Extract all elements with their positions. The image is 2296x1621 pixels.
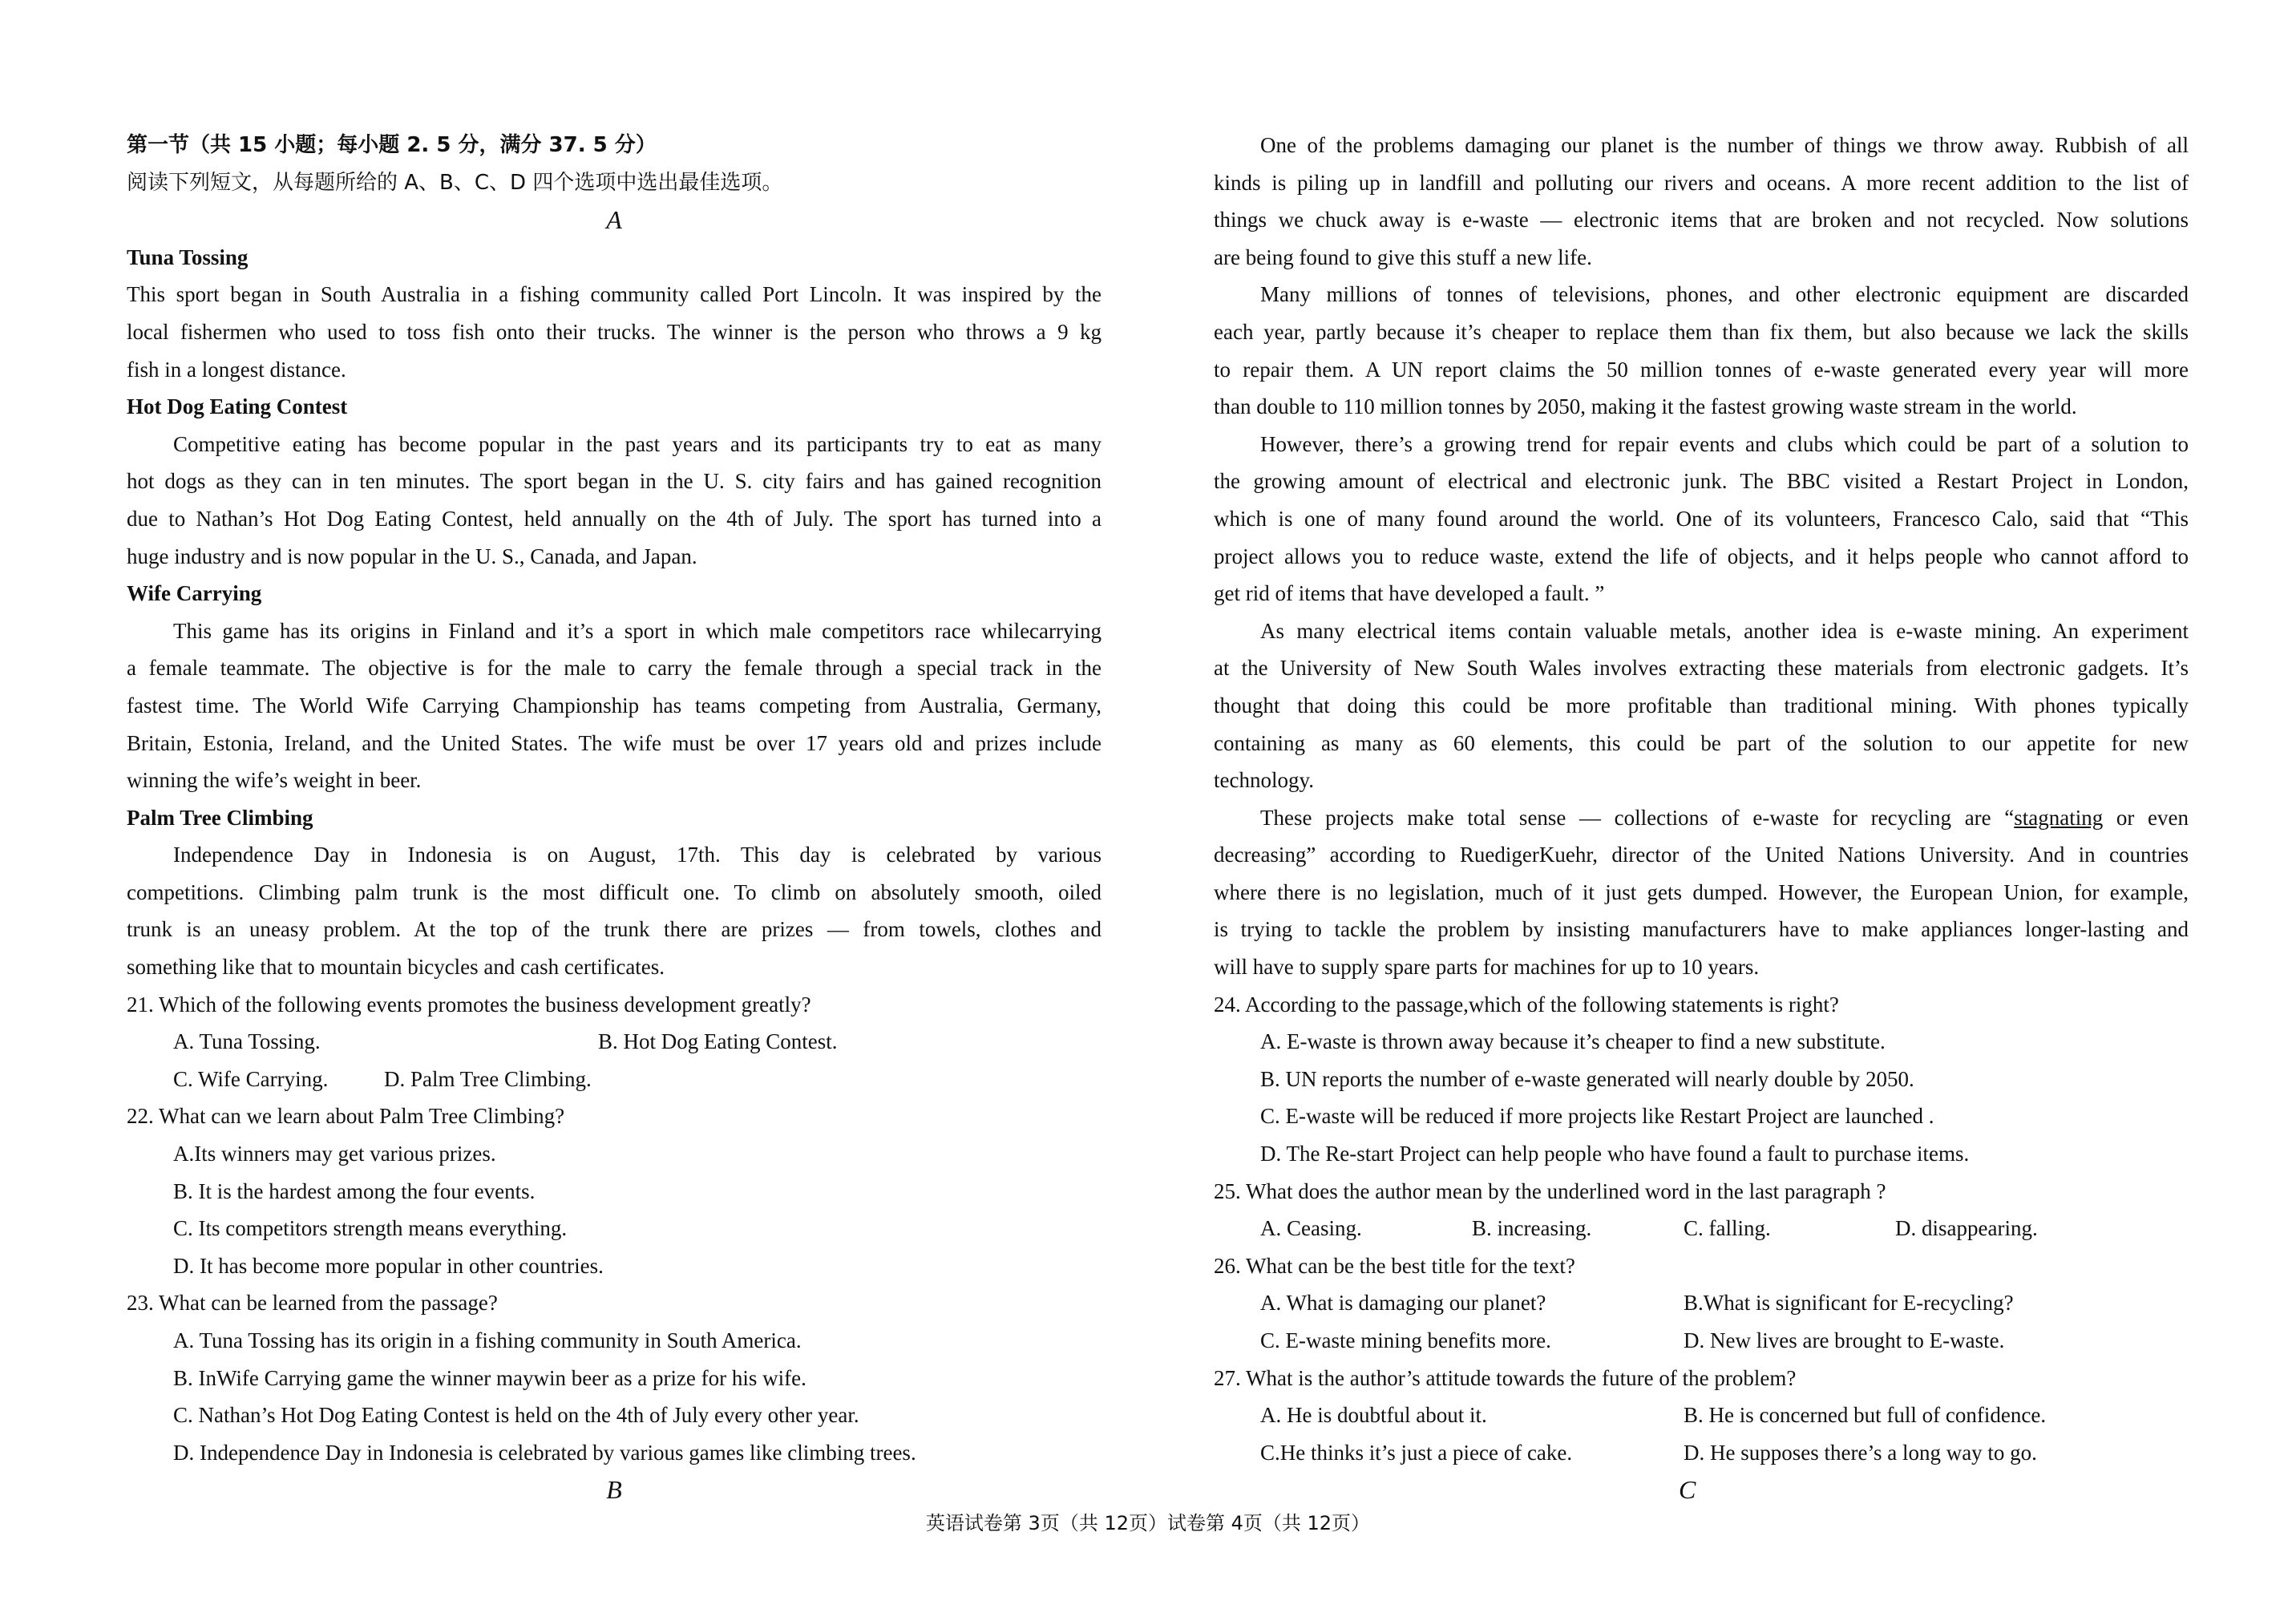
section-header: 第一节（共 15 小题；每小题 2. 5 分，满分 37. 5 分） — [127, 133, 657, 157]
question-21-options-row-2 — [127, 1061, 1102, 1098]
question-27-option-d[interactable]: D. He supposes there’s a long way to go. — [1684, 1440, 2037, 1465]
question-23-option-d[interactable]: D. Independence Day in Indonesia is celebrated by various games like climbing trees. — [173, 1440, 916, 1465]
question-26-options-row-2 — [1214, 1322, 2189, 1360]
question-23-stem: 23. What can be learned from the passage? — [127, 1291, 498, 1316]
question-27-option-c[interactable]: C.He thinks it’s just a piece of cake. — [1260, 1440, 1573, 1465]
question-21-option-d[interactable]: D. Palm Tree Climbing. — [384, 1066, 592, 1091]
paragraph-line: containing as many as 60 elements, this could be part of the solution to our appetite for new — [1214, 730, 2189, 755]
paragraph-line: technology. — [1214, 768, 1314, 793]
heading-tuna-tossing: Tuna Tossing — [127, 245, 249, 269]
question-22-option-a[interactable]: A.Its winners may get various prizes. — [173, 1142, 496, 1166]
paragraph-line: than double to 110 million tonnes by 2050, making it the fastest growing waste stream in the world. — [1214, 394, 2077, 419]
paragraph-line: due to Nathan’s Hot Dog Eating Contest, held annually on the 4th of July. The sport has turned into a — [127, 506, 1102, 531]
paragraph-line: which is one of many found around the world. One of its volunteers, Francesco Calo, said that “This — [1214, 506, 2189, 531]
question-21-option-b[interactable]: B. Hot Dog Eating Contest. — [598, 1029, 838, 1054]
paragraph-line: As many electrical items contain valuable metals, another idea is e-waste mining. An experiment — [1260, 618, 2189, 643]
question-24-option-c[interactable]: C. E-waste will be reduced if more projects like Restart Project are launched . — [1260, 1104, 1934, 1129]
paragraph-line: competitions. Climbing palm trunk is the most difficult one. To climb on absolutely smooth, oiled — [127, 879, 1102, 904]
paragraph-line: winning the wife’s weight in beer. — [127, 768, 422, 793]
paragraph-line: decreasing” according to RuedigerKuehr, director of the United Nations University. And in countries — [1214, 843, 2189, 867]
question-25-option-c[interactable]: C. falling. — [1684, 1216, 1771, 1241]
paragraph-line: kinds is piling up in landfill and polluting our rivers and oceans. A more recent addition to the list of — [1214, 170, 2189, 195]
instructions: 阅读下列短文，从每题所给的 A、B、C、D 四个选项中选出最佳选项。 — [127, 170, 783, 195]
paragraph-line: fastest time. The World Wife Carrying Championship has teams competing from Australia, Germany, — [127, 693, 1102, 718]
page-footer: 英语试卷第 3页（共 12页）试卷第 4页（共 12页） — [925, 1512, 1371, 1534]
paragraph-line: something like that to mountain bicycles and cash certificates. — [127, 955, 665, 980]
paragraph-line: trunk is an uneasy problem. At the top of the trunk there are prizes — from towels, clothes and — [127, 917, 1102, 942]
question-22-stem: 22. What can we learn about Palm Tree Climbing? — [127, 1104, 565, 1129]
paragraph-line: get rid of items that have developed a fault. ” — [1214, 581, 1605, 606]
paragraph-line: One of the problems damaging our planet is the number of things we throw away. Rubbish of all — [1260, 133, 2189, 157]
question-26-options-row-1 — [1214, 1284, 2189, 1322]
right-column — [1214, 127, 2189, 1509]
question-24-option-b[interactable]: B. UN reports the number of e-waste generated will nearly double by 2050. — [1260, 1066, 1914, 1091]
paragraph-line: Independence Day in Indonesia is on August, 17th. This day is celebrated by various — [173, 843, 1102, 867]
question-25-option-b[interactable]: B. increasing. — [1472, 1216, 1592, 1241]
question-27-options-row-2 — [1214, 1434, 2189, 1472]
paragraph-line: at the University of New South Wales involves extracting these materials from electronic gadgets. It’s — [1214, 656, 2189, 681]
paragraph-line: are being found to give this stuff a new life. — [1214, 245, 1592, 269]
question-26-option-a[interactable]: A. What is damaging our planet? — [1260, 1291, 1546, 1316]
question-27-option-a[interactable]: A. He is doubtful about it. — [1260, 1403, 1487, 1428]
question-21-stem: 21. Which of the following events promotes the business development greatly? — [127, 992, 811, 1017]
question-26-option-c[interactable]: C. E-waste mining benefits more. — [1260, 1328, 1551, 1352]
paragraph-line: Britain, Estonia, Ireland, and the United States. The wife must be over 17 years old and prizes include — [127, 730, 1102, 755]
paragraph-line: This sport began in South Australia in a fishing community called Port Lincoln. It was inspired by the — [127, 282, 1102, 307]
paragraph-line: local fishermen who used to toss fish onto their trucks. The winner is the person who throws a 9 kg — [127, 319, 1102, 344]
underlined-word: stagnating — [2014, 805, 2104, 830]
question-24-option-d[interactable]: D. The Re-start Project can help people who have found a fault to purchase items. — [1260, 1142, 1970, 1166]
paragraph-line: This game has its origins in Finland and it’s a sport in which male competitors race whilecarrying — [173, 618, 1102, 643]
paragraph-line: is trying to tackle the problem by insisting manufacturers have to make appliances longer-lasting and — [1214, 917, 2189, 942]
paragraph-line: hot dogs as they can in ten minutes. The sport began in the U. S. city fairs and has gained recognition — [127, 469, 1102, 494]
passage-label-c: C — [1679, 1475, 1696, 1505]
paragraph-line: Competitive eating has become popular in the past years and its participants try to eat as many — [173, 431, 1102, 456]
paragraph-line: However, there’s a growing trend for repair events and clubs which could be part of a solution to — [1260, 431, 2189, 456]
paragraph-line: things we chuck away is e-waste — electronic items that are broken and not recycled. Now solutions — [1214, 208, 2189, 232]
paragraph-line: Many millions of tonnes of televisions, phones, and other electronic equipment are discarded — [1260, 282, 2189, 307]
text-span: or even — [2103, 805, 2189, 830]
paragraph-line: project allows you to reduce waste, extend the life of objects, and it helps people who cannot afford to — [1214, 544, 2189, 568]
question-26-option-b[interactable]: B.What is significant for E-recycling? — [1684, 1291, 2014, 1316]
heading-wife-carrying: Wife Carrying — [127, 581, 262, 606]
question-21-options-row-1 — [127, 1023, 1102, 1061]
paragraph-line-with-underline — [1214, 799, 2189, 837]
paragraph-line: the growing amount of electrical and electronic junk. The BBC visited a Restart Project in London, — [1214, 469, 2189, 494]
question-22-option-c[interactable]: C. Its competitors strength means everything. — [173, 1216, 568, 1241]
question-26-stem: 26. What can be the best title for the text? — [1214, 1253, 1575, 1278]
question-22-option-b[interactable]: B. It is the hardest among the four events. — [173, 1178, 536, 1203]
paragraph-line: each year, partly because it’s cheaper to replace them than fix them, but also because we lack the skills — [1214, 319, 2189, 344]
question-24-option-a[interactable]: A. E-waste is thrown away because it’s cheaper to find a new substitute. — [1260, 1029, 1886, 1054]
question-27-option-b[interactable]: B. He is concerned but full of confidence. — [1684, 1403, 2047, 1428]
question-21-option-c[interactable]: C. Wife Carrying. — [173, 1066, 329, 1091]
question-25-option-d[interactable]: D. disappearing. — [1895, 1216, 2038, 1241]
heading-palm-tree-climbing: Palm Tree Climbing — [127, 805, 313, 830]
question-27-options-row-1 — [1214, 1397, 2189, 1434]
question-24-stem: 24. According to the passage,which of the following statements is right? — [1214, 992, 1839, 1017]
heading-hot-dog-eating-contest: Hot Dog Eating Contest — [127, 394, 348, 419]
passage-label-a: A — [606, 205, 622, 235]
paragraph-line: will have to supply spare parts for machines for up to 10 years. — [1214, 955, 1760, 980]
question-21-option-a[interactable]: A. Tuna Tossing. — [173, 1029, 321, 1054]
paragraph-line: huge industry and is now popular in the U. S., Canada, and Japan. — [127, 544, 697, 568]
paragraph-line: to repair them. A UN report claims the 50 million tonnes of e-waste generated every year will more — [1214, 357, 2189, 382]
question-22-option-d[interactable]: D. It has become more popular in other countries. — [173, 1253, 604, 1278]
paragraph-line: where there is no legislation, much of it just gets dumped. However, the European Union, for example, — [1214, 879, 2189, 904]
question-27-stem: 27. What is the author’s attitude towards the future of the problem? — [1214, 1365, 1797, 1390]
question-23-option-b[interactable]: B. InWife Carrying game the winner maywin beer as a prize for his wife. — [173, 1365, 806, 1390]
question-25-stem: 25. What does the author mean by the underlined word in the last paragraph ? — [1214, 1178, 1886, 1203]
question-25-option-a[interactable]: A. Ceasing. — [1260, 1216, 1362, 1241]
question-25-options — [1214, 1210, 2189, 1247]
paragraph-line: fish in a longest distance. — [127, 357, 346, 382]
paragraph-line: a female teammate. The objective is for the male to carry the female through a special track in the — [127, 656, 1102, 681]
paragraph-line: thought that doing this could be more profitable than traditional mining. With phones typically — [1214, 693, 2189, 718]
question-23-option-a[interactable]: A. Tuna Tossing has its origin in a fishing community in South America. — [173, 1328, 802, 1352]
question-23-option-c[interactable]: C. Nathan’s Hot Dog Eating Contest is held on the 4th of July every other year. — [173, 1403, 859, 1428]
text-span: These projects make total sense — collections of e-waste for recycling are “ — [1260, 805, 2015, 830]
left-column — [127, 127, 1102, 1509]
question-26-option-d[interactable]: D. New lives are brought to E-waste. — [1684, 1328, 2005, 1352]
passage-label-b: B — [606, 1475, 622, 1505]
